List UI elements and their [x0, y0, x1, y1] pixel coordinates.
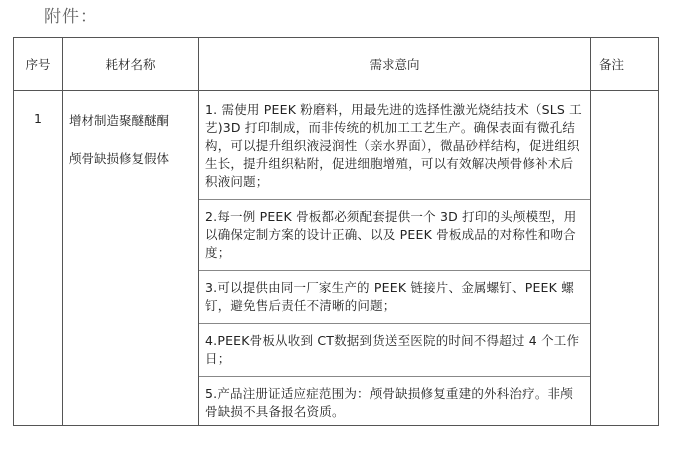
paragraph-divider [199, 199, 590, 200]
requirements-table [13, 37, 659, 426]
row-item-name [63, 91, 199, 426]
paragraph-divider [199, 376, 590, 377]
attachment-label: 附件： [44, 7, 98, 27]
header-item-name: 耗材名称 [63, 38, 199, 91]
requirement-paragraph: 3.可以提供由同一厂家生产的 PEEK 链接片、金属螺钉、PEEK 螺钉，避免售后责任不清晰的问题； [205, 280, 574, 313]
item-name-line: 颅骨缺损修复假体 [69, 151, 170, 166]
requirement-paragraph: 2.每一例 PEEK 骨板都必须配套提供一个 3D 打印的头颅模型，用以确保定制方案的设计正确、以及 PEEK 骨板成品的对称性和吻合度； [205, 209, 577, 260]
header-requirement: 需求意向 [199, 38, 591, 91]
requirement-paragraph: 1. 需使用 PEEK 粉磨料，用最先进的选择性激光烧结技术（SLS 工艺)3D 打印制成，而非传统的机加工工艺生产。确保表面有微孔结构，可以提升组织液浸润性（亲水界面），微晶砂样结构，促进组织生长，提升组织粘附，促进细胞增殖，可以有效解决颅骨修补术后积液问题； [205, 102, 582, 189]
paragraph-divider [199, 270, 590, 271]
row-note [591, 91, 659, 426]
item-name-line: 增材制造聚醚醚酮 [69, 113, 170, 128]
table-header-row [14, 38, 659, 91]
header-note: 备注 [591, 38, 659, 91]
table-row [14, 91, 659, 426]
paragraph-divider [199, 323, 590, 324]
row-requirements [199, 91, 591, 426]
header-index: 序号 [14, 38, 63, 91]
requirement-paragraph: 4.PEEK骨板从收到 CT数据到货送至医院的时间不得超过 4 个工作日； [205, 333, 580, 366]
row-index: 1 [14, 91, 63, 426]
requirement-paragraph: 5.产品注册证适应症范围为：颅骨缺损修复重建的外科治疗。非颅骨缺损不具备报名资质。 [205, 386, 573, 419]
